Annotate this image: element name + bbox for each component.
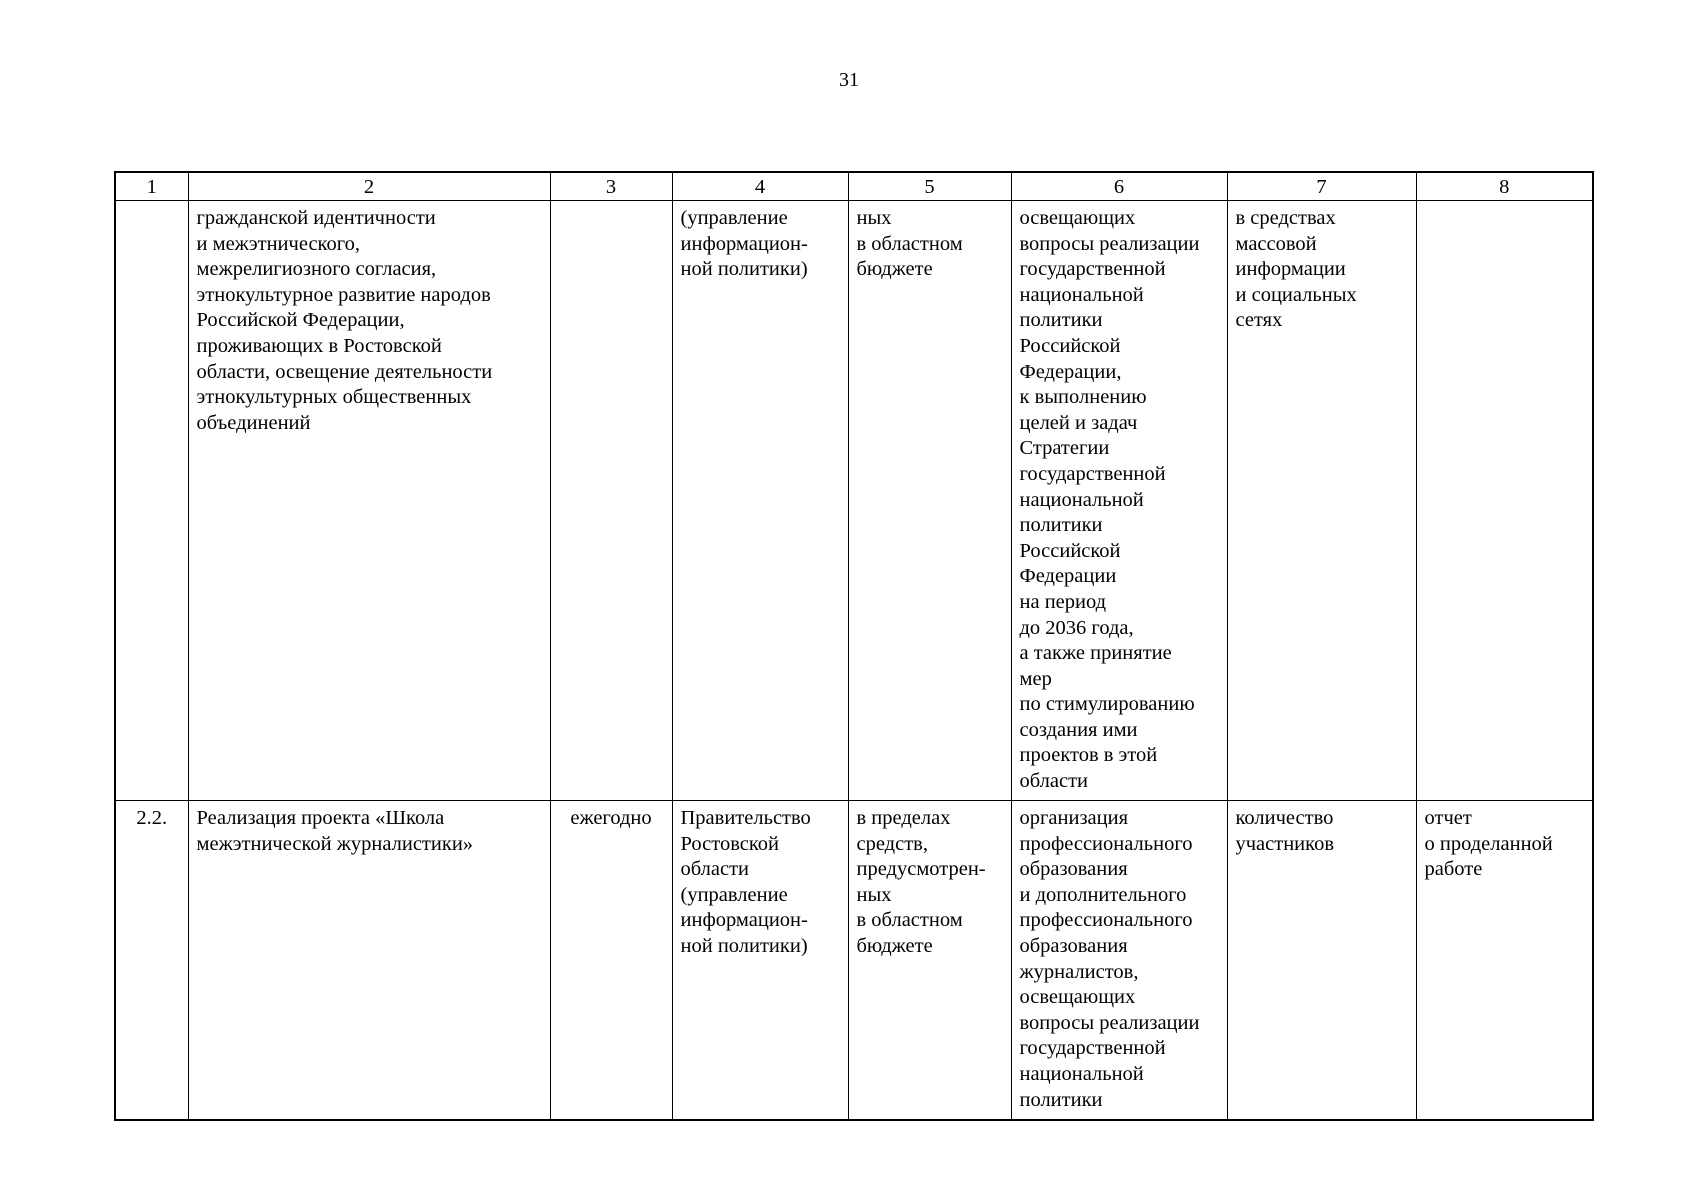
cell-number xyxy=(115,201,188,801)
page-number: 31 xyxy=(839,69,859,91)
column-header-2: 2 xyxy=(188,172,550,201)
cell-funding: ных в областном бюджете xyxy=(848,201,1011,801)
cell-measure-name: Реализация проекта «Школа межэтнической журналистики» xyxy=(188,801,550,1121)
cell-responsible: Правительство Ростовской области (управление информацион- ной политики) xyxy=(672,801,848,1121)
column-header-5: 5 xyxy=(848,172,1011,201)
column-header-6: 6 xyxy=(1011,172,1227,201)
cell-number: 2.2. xyxy=(115,801,188,1121)
cell-indicator: в средствах массовой информации и социальных сетях xyxy=(1227,201,1416,801)
column-header-4: 4 xyxy=(672,172,848,201)
cell-funding: в пределах средств, предусмотрен- ных в областном бюджете xyxy=(848,801,1011,1121)
cell-measure-name: гражданской идентичности и межэтнического, межрелигиозного согласия, этнокультурное развитие народов Российской Федерации, проживающих в Ростовской области, освещение деятельности этнокультурных общественных объединений xyxy=(188,201,550,801)
table-row xyxy=(115,201,1593,801)
cell-report-form xyxy=(1416,201,1593,801)
table-row xyxy=(115,801,1593,1121)
cell-indicator: количество участников xyxy=(1227,801,1416,1121)
column-header-3: 3 xyxy=(550,172,672,201)
cell-deadline: ежегодно xyxy=(550,801,672,1121)
column-header-1: 1 xyxy=(115,172,188,201)
measures-table xyxy=(114,171,1594,1121)
column-header-8: 8 xyxy=(1416,172,1593,201)
cell-expected-result: освещающих вопросы реализации государственной национальной политики Российской Федерации, к выполнению целей и задач Стратегии государственной национальной политики Российской Федерации на период до 2036 года, а также принятие мер по стимулированию создания ими проектов в этой области xyxy=(1011,201,1227,801)
column-header-7: 7 xyxy=(1227,172,1416,201)
cell-deadline xyxy=(550,201,672,801)
cell-expected-result: организация профессионального образования и дополнительного профессионального образования журналистов, освещающих вопросы реализации государственной национальной политики xyxy=(1011,801,1227,1121)
cell-report-form: отчет о проделанной работе xyxy=(1416,801,1593,1121)
table-header-row xyxy=(115,172,1593,201)
cell-responsible: (управление информацион- ной политики) xyxy=(672,201,848,801)
